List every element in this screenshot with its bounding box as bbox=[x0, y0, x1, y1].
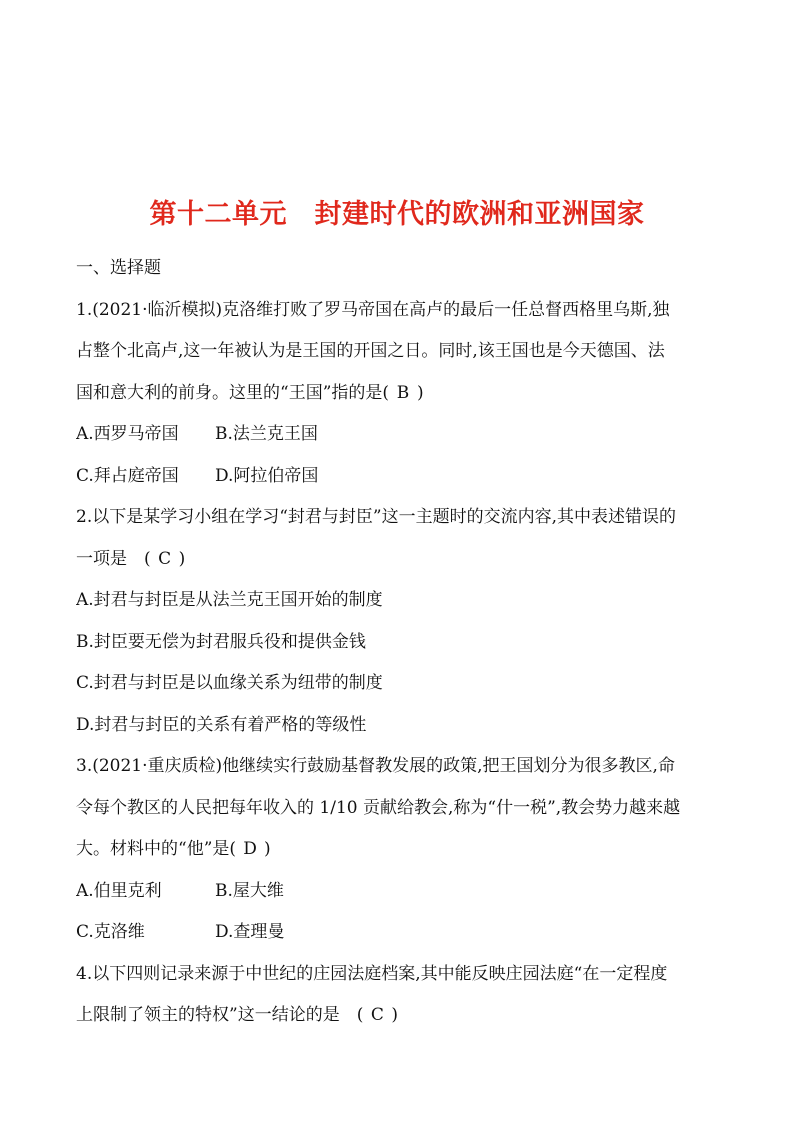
q2-option-d: D.封君与封臣的关系有着严格的等级性 bbox=[76, 714, 367, 735]
q4-close-paren: ) bbox=[391, 1005, 398, 1025]
q2-stem-end: 一项是 ( bbox=[76, 548, 151, 569]
q2-close-paren: ) bbox=[178, 548, 186, 569]
q3-option-d: D.查理曼 bbox=[215, 922, 285, 942]
q3-options-row-2 bbox=[76, 912, 724, 954]
q1-options-row-2 bbox=[76, 456, 724, 498]
q3-line-1: 3.(2021·重庆质检)他继续实行鼓励基督教发展的政策,把王国划分为很多教区,命 bbox=[76, 756, 675, 776]
q4-stem-end: 上限制了领主的特权”这一结论的是 ( bbox=[76, 1005, 364, 1025]
q3-answer: D bbox=[243, 839, 257, 859]
q1-line-2: 占整个北高卢,这一年被认为是王国的开国之日。同时,该王国也是今天德国、法 bbox=[76, 341, 665, 361]
q2-answer: C bbox=[158, 548, 172, 569]
q2-option-a: A.封君与封臣是从法兰克王国开始的制度 bbox=[76, 590, 383, 610]
q1-options-row-1 bbox=[76, 414, 724, 456]
q3-line-2: 令每个教区的人民把每年收入的 1/10 贡献给教会,称为“什一税”,教会势力越来越 bbox=[76, 797, 681, 818]
q1-option-d: D.阿拉伯帝国 bbox=[215, 465, 319, 486]
q4-line-1: 4.以下四则记录来源于中世纪的庄园法庭档案,其中能反映庄园法庭“在一定程度 bbox=[76, 963, 668, 984]
q1-option-b: B.法兰克王国 bbox=[215, 424, 318, 444]
q3-option-c: C.克洛维 bbox=[76, 922, 145, 942]
section-heading: 一、选择题 bbox=[76, 258, 161, 278]
q4-line-2 bbox=[76, 995, 724, 1037]
q4-answer: C bbox=[370, 1005, 384, 1025]
q3-option-a: A.伯里克利 bbox=[76, 880, 162, 901]
q1-line-1: 1.(2021·临沂模拟)克洛维打败了罗马帝国在高卢的最后一任总督西格里乌斯,独 bbox=[76, 299, 670, 320]
q1-stem-end: 国和意大利的前身。这里的“王国”指的是( bbox=[76, 382, 390, 403]
q2-option-b: B.封臣要无偿为封君服兵役和提供金钱 bbox=[76, 631, 366, 652]
q3-line-3 bbox=[76, 829, 724, 871]
q1-line-3 bbox=[76, 373, 724, 415]
q3-stem-end: 大。材料中的“他”是( bbox=[76, 839, 237, 859]
q2-line-1: 2.以下是某学习小组在学习“封君与封臣”这一主题时的交流内容,其中表述错误的 bbox=[76, 507, 677, 527]
q1-close-paren: ) bbox=[417, 382, 424, 403]
question-content bbox=[76, 248, 724, 1037]
unit-title: 第十二单元 封建时代的欧洲和亚洲国家 bbox=[149, 199, 645, 230]
q3-close-paren: ) bbox=[264, 839, 271, 859]
q1-option-a: A.西罗马帝国 bbox=[76, 424, 179, 444]
q1-answer: B bbox=[396, 382, 410, 403]
q3-option-b: B.屋大维 bbox=[215, 880, 284, 901]
q2-option-c: C.封君与封臣是以血缘关系为纽带的制度 bbox=[76, 673, 383, 693]
q1-option-c: C.拜占庭帝国 bbox=[76, 465, 179, 486]
q2-line-2 bbox=[76, 539, 724, 581]
q3-options-row-1 bbox=[76, 871, 724, 913]
